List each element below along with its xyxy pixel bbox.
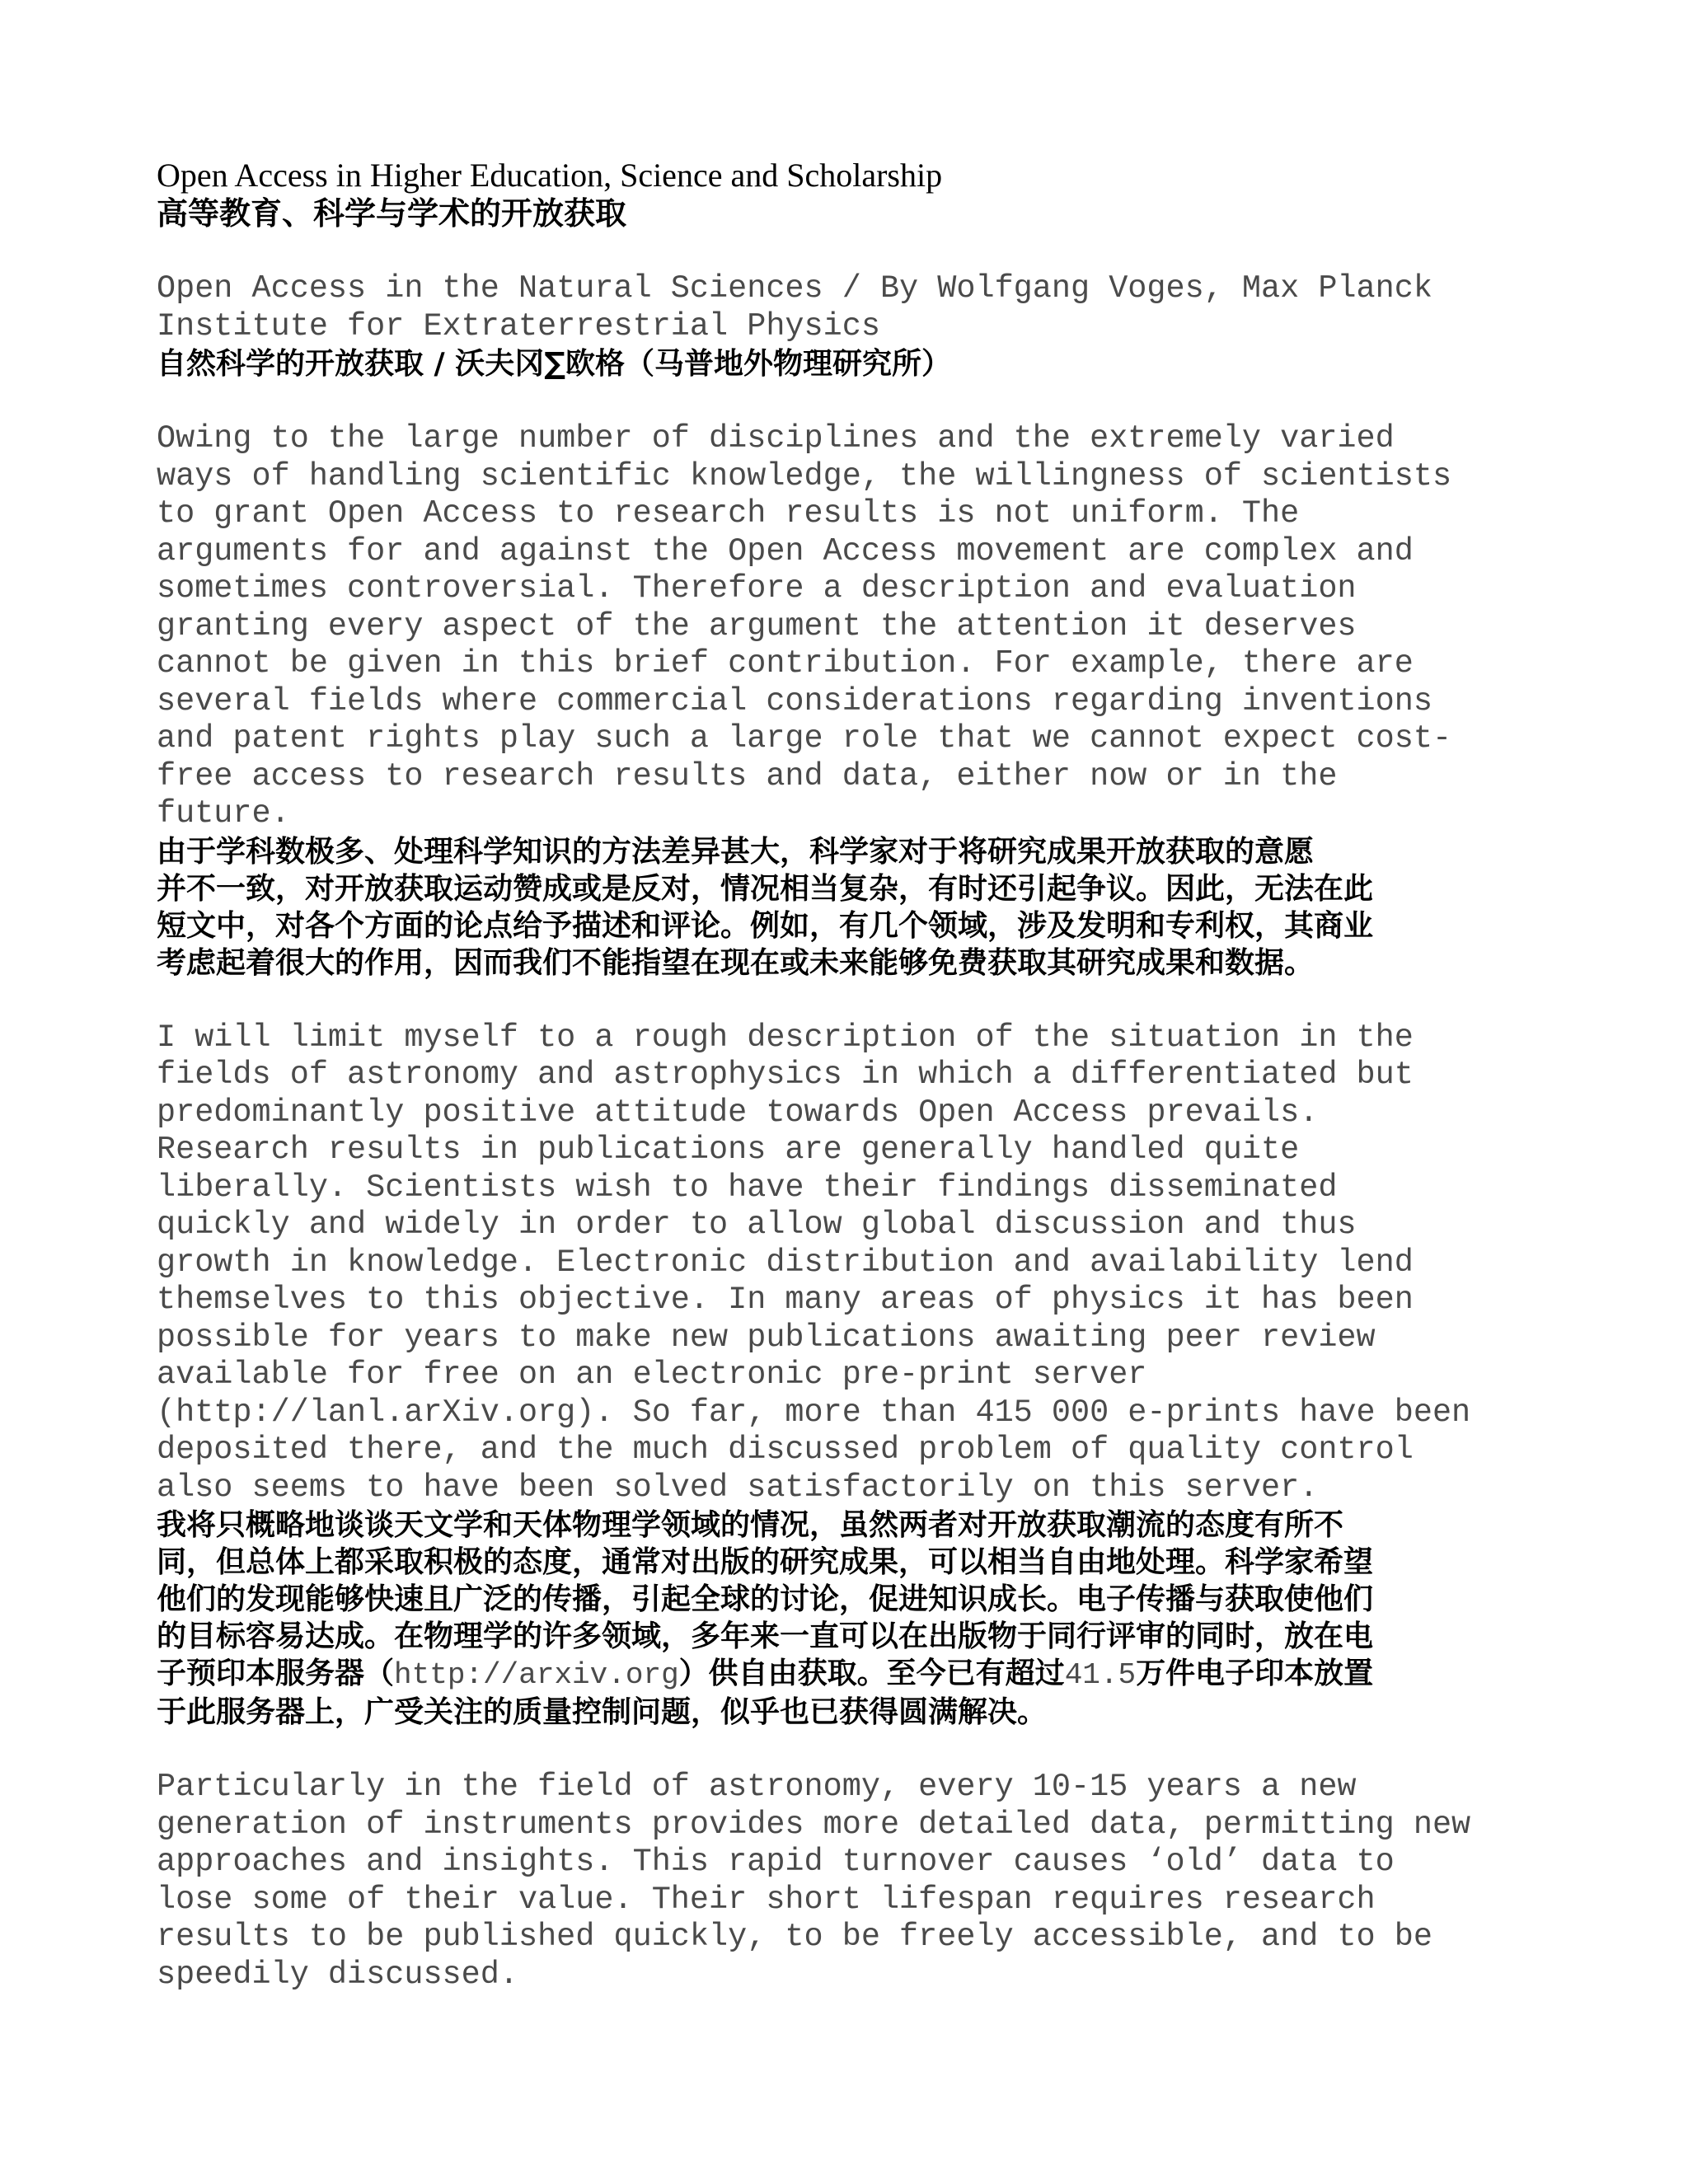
paragraph-line: 由于学科数极多、处理科学知识的方法差异甚大，科学家对于将研究成果开放获取的意愿 — [157, 834, 1315, 869]
paragraph-line: free access to research results and data, either now or in the — [157, 757, 1338, 794]
paragraph-line: also seems to have been solved satisfactorily on this server. — [157, 1469, 1319, 1506]
eprint-count: 41.5 — [1064, 1658, 1137, 1692]
spacer — [157, 1731, 1574, 1769]
document-title-en: Open Access in Higher Education, Science and Scholarship — [157, 157, 943, 194]
paragraph-line: quickly and widely in order to allow global discussion and thus — [157, 1207, 1357, 1243]
paragraph-line: results to be published quickly, to be freely accessible, and to be — [157, 1919, 1432, 1955]
text-segment: 子预印本服务器（ — [157, 1657, 395, 1690]
paragraph-line: possible for years to make new publications awaiting peer review — [157, 1319, 1376, 1356]
paragraph-line: future. — [157, 795, 290, 832]
subtitle-en-line: Open Access in the Natural Sciences / By Wolfgang Voges, Max Planck — [157, 270, 1432, 307]
paragraph-line: (http://lanl.arXiv.org). So far, more than 415 000 e-prints have been — [157, 1394, 1471, 1431]
paragraph-line: fields of astronomy and astrophysics in which a differentiated but — [157, 1057, 1414, 1093]
paragraph-line: to grant Open Access to research results is not uniform. The — [157, 495, 1300, 532]
paragraph-line: available for free on an electronic pre-print server — [157, 1357, 1147, 1393]
paragraph-line: and patent rights play such a large role that we cannot expect cost- — [157, 720, 1452, 757]
paragraph-line: growth in knowledge. Electronic distribution and availability lend — [157, 1244, 1414, 1281]
paragraph-line: liberally. Scientists wish to have their findings disseminated — [157, 1169, 1338, 1206]
paragraph-line: 我将只概略地谈谈天文学和天体物理学领域的情况，虽然两者对开放获取潮流的态度有所不 — [157, 1508, 1344, 1542]
paragraph-3-en — [157, 1769, 1574, 1994]
subtitle-en — [157, 270, 1574, 345]
paragraph-line: 他们的发现能够快速且广泛的传播，引起全球的讨论，促进知识成长。电子传播与获取使他们 — [157, 1582, 1374, 1616]
paragraph-line: speedily discussed. — [157, 1956, 518, 1993]
paragraph-line: Particularly in the field of astronomy, every 10-15 years a new — [157, 1769, 1357, 1805]
text-segment: ）供自由获取。至今已有超过 — [678, 1657, 1065, 1690]
spacer — [157, 232, 1574, 270]
paragraph-line: 于此服务器上，广受关注的质量控制问题，似乎也已获得圆满解决。 — [157, 1695, 1048, 1729]
paragraph-line: ways of handling scientific knowledge, the willingness of scientists — [157, 457, 1452, 494]
paragraph-line: I will limit myself to a rough description of the situation in the — [157, 1019, 1414, 1056]
paragraph-2-en — [157, 1019, 1574, 1507]
subtitle-zh: 自然科学的开放获取 / 沃夫冈∑欧格（马普地外物理研究所） — [157, 347, 952, 381]
paragraph-line: several fields where commercial considerations regarding inventions — [157, 682, 1432, 719]
paragraph-line: cannot be given in this brief contribution. For example, there are — [157, 645, 1414, 682]
paragraph-line: 短文中，对各个方面的论点给予描述和评论。例如，有几个领域，涉及发明和专利权，其商业 — [157, 908, 1374, 943]
paragraph-line: generation of instruments provides more detailed data, permitting new — [157, 1806, 1471, 1843]
paragraph-line: 并不一致，对开放获取运动赞成或是反对，情况相当复杂，有时还引起争议。因此，无法在此 — [157, 871, 1374, 906]
paragraph-line: deposited there, and the much discussed problem of quality control — [157, 1432, 1414, 1468]
paragraph-line: Research results in publications are generally handled quite — [157, 1132, 1300, 1168]
paragraph-line: 考虑起着很大的作用，因而我们不能指望在现在或未来能够免费获取其研究成果和数据。 — [157, 945, 1315, 980]
spacer — [157, 382, 1574, 420]
paragraph-line: 同，但总体上都采取积极的态度，通常对出版的研究成果，可以相当自由地处理。科学家希望 — [157, 1545, 1374, 1579]
paragraph-line: 的目标容易达成。在物理学的许多领域，多年来一直可以在出版物于同行评审的同时，放在电 — [157, 1619, 1374, 1653]
paragraph-line: predominantly positive attitude towards Open Access prevails. — [157, 1094, 1319, 1131]
paragraph-line: sometimes controversial. Therefore a description and evaluation — [157, 570, 1357, 607]
paragraph-line: lose some of their value. Their short lifespan requires research — [157, 1881, 1376, 1918]
paragraph-line: themselves to this objective. In many areas of physics it has been — [157, 1282, 1414, 1318]
paragraph-2-zh — [157, 1507, 1574, 1731]
document-title-zh: 高等教育、科学与学术的开放获取 — [157, 195, 627, 232]
paragraph-line: approaches and insights. This rapid turnover causes ‘old’ data to — [157, 1844, 1395, 1880]
arxiv-url: http://arxiv.org — [394, 1658, 679, 1692]
paragraph-1-zh — [157, 833, 1574, 982]
paragraph-line: granting every aspect of the argument the attention it deserves — [157, 607, 1357, 644]
paragraph-line: Owing to the large number of disciplines and the extremely varied — [157, 420, 1395, 457]
paragraph-line — [157, 1655, 1574, 1694]
paragraph-line: arguments for and against the Open Access movement are complex and — [157, 532, 1414, 569]
subtitle-en-line: Institute for Extraterrestrial Physics — [157, 307, 880, 344]
text-segment: 万件电子印本放置 — [1136, 1657, 1374, 1690]
spacer — [157, 982, 1574, 1019]
paragraph-1-en — [157, 420, 1574, 833]
document-page — [157, 157, 1574, 1994]
